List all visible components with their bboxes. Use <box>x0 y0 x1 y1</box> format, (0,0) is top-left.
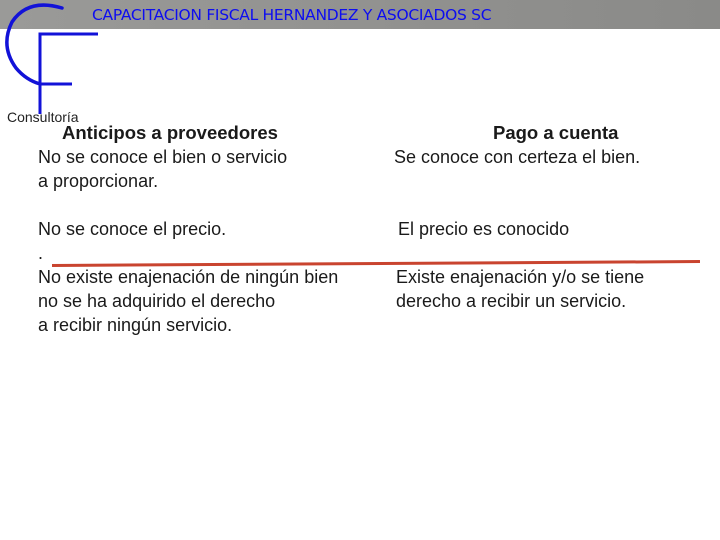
right-column-heading: Pago a cuenta <box>493 122 619 143</box>
left-line-6: no se ha adquirido el derecho <box>38 291 276 311</box>
left-line-3: No se conoce el precio. <box>38 219 227 239</box>
right-line-4: derecho a recibir un servicio. <box>396 291 627 311</box>
left-line-5: No existe enajenación de ningún bien <box>38 267 339 287</box>
logo-caption: Consultoría <box>7 109 79 125</box>
left-column-heading: Anticipos a proveedores <box>62 122 278 143</box>
right-line-1: Se conoce con certeza el bien. <box>394 147 641 167</box>
left-line-1: No se conoce el bien o servicio <box>38 147 288 167</box>
company-logo <box>0 0 100 120</box>
right-line-2: El precio es conocido <box>398 219 570 239</box>
left-line-2: a proporcionar. <box>38 171 159 191</box>
page-title: CAPACITACION FISCAL HERNANDEZ Y ASOCIADOS SC <box>92 6 492 24</box>
right-line-3: Existe enajenación y/o se tiene <box>396 267 645 287</box>
left-line-4: . <box>38 243 44 263</box>
left-line-7: a recibir ningún servicio. <box>38 315 233 335</box>
